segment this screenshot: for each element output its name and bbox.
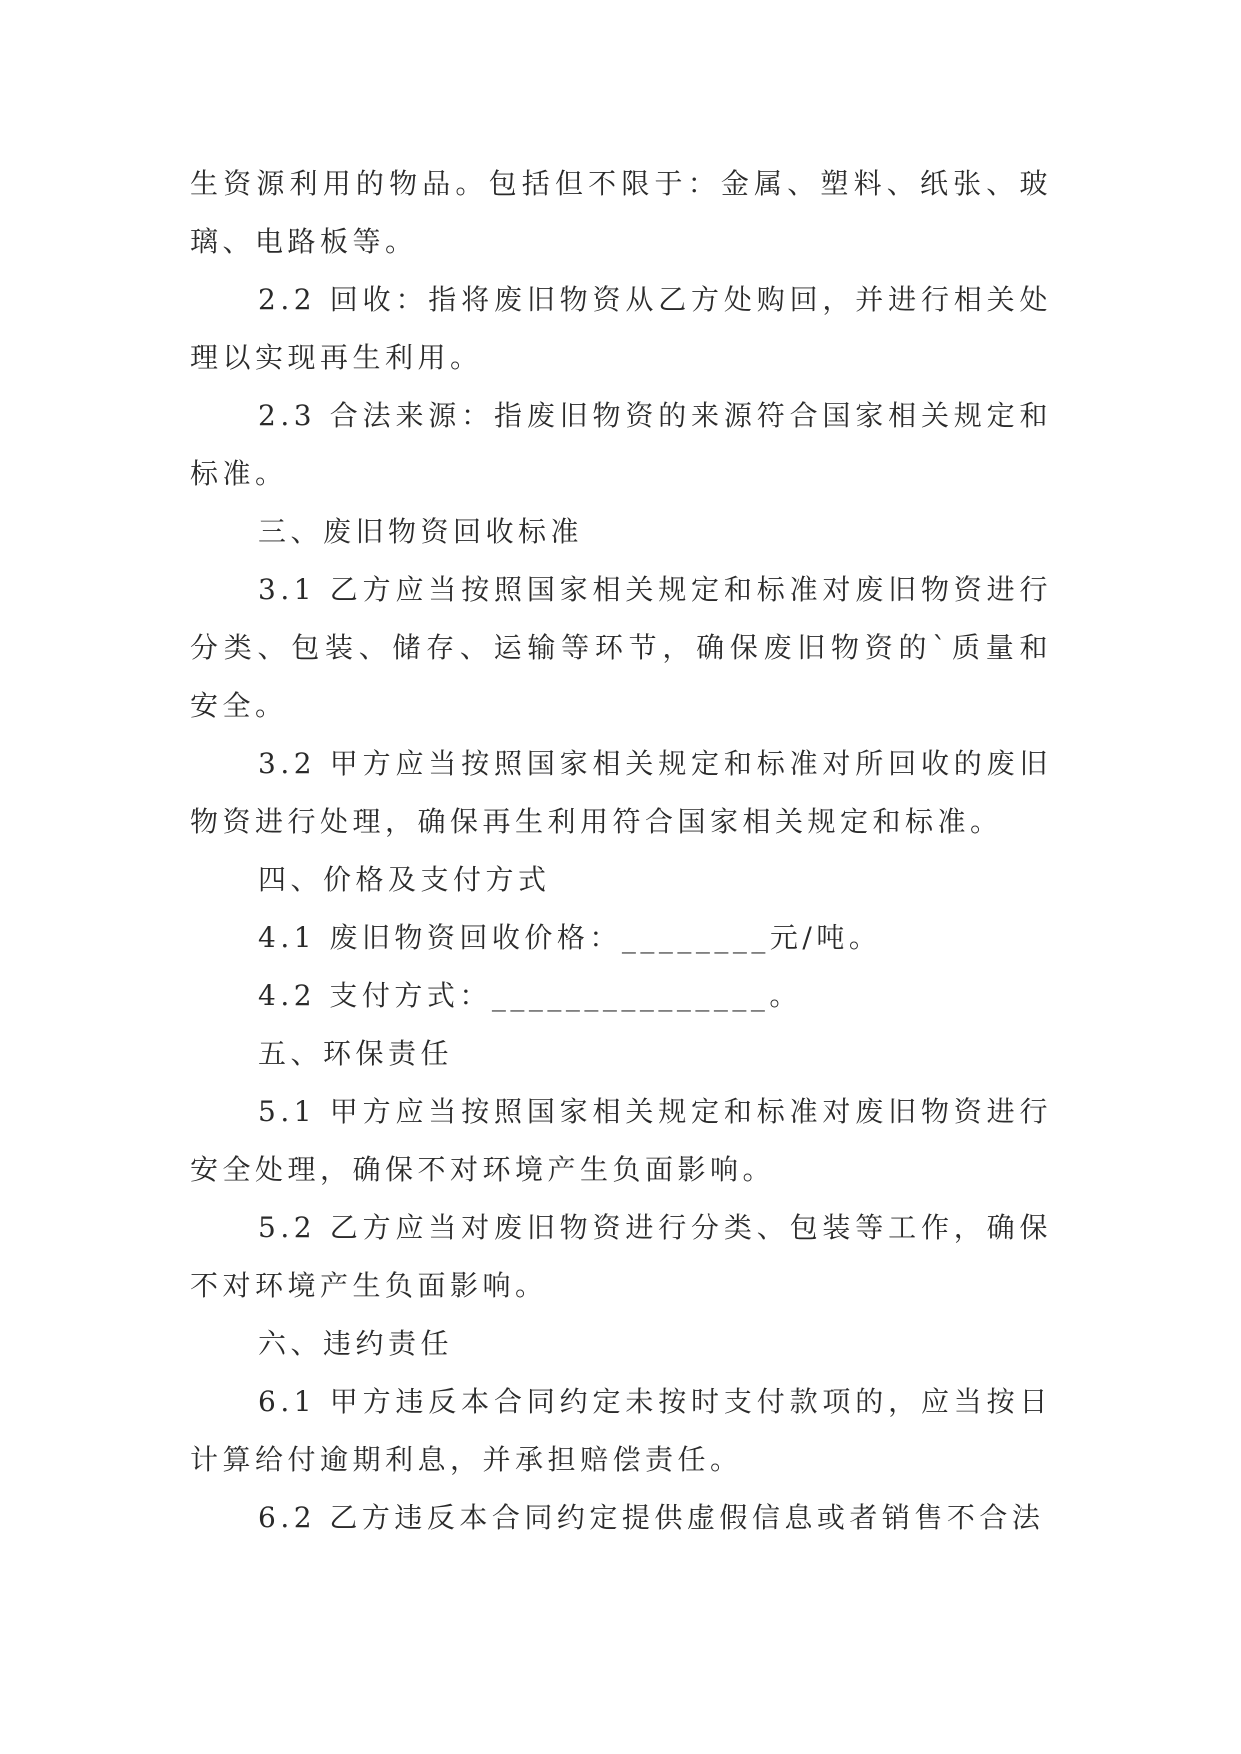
section-heading-5: 五、环保责任 [258, 1037, 454, 1070]
clause-6-1: 6.1 甲方违反本合同约定未按时支付款项的，应当按日计算给付逾期利息，并承担赔偿责任。 [190, 1385, 1052, 1476]
clause-6-2: 6.2 乙方违反本合同约定提供虚假信息或者销售不合法 [258, 1501, 1045, 1534]
clause-4-2: 4.2 支付方式：_______________。 [258, 979, 802, 1012]
clause-5-1: 5.1 甲方应当按照国家相关规定和标准对废旧物资进行安全处理，确保不对环境产生负面影响。 [190, 1095, 1052, 1186]
section-heading-4: 四、价格及支付方式 [258, 863, 551, 896]
clause-4-1: 4.1 废旧物资回收价格：________元/吨。 [258, 921, 882, 954]
paragraph-continuation: 生资源利用的物品。包括但不限于：金属、塑料、纸张、玻璃、电路板等。 [190, 167, 1052, 258]
clause-2-2: 2.2 回收：指将废旧物资从乙方处购回，并进行相关处理以实现再生利用。 [190, 283, 1052, 374]
clause-5-2: 5.2 乙方应当对废旧物资进行分类、包装等工作，确保不对环境产生负面影响。 [190, 1211, 1052, 1302]
section-heading-6: 六、违约责任 [258, 1327, 454, 1360]
clause-2-3: 2.3 合法来源：指废旧物资的来源符合国家相关规定和标准。 [190, 399, 1052, 490]
document-body [190, 155, 1052, 1547]
section-heading-3: 三、废旧物资回收标准 [258, 515, 584, 548]
clause-3-1: 3.1 乙方应当按照国家相关规定和标准对废旧物资进行分类、包装、储存、运输等环节，确保废旧物资的`质量和安全。 [190, 573, 1052, 722]
clause-3-2: 3.2 甲方应当按照国家相关规定和标准对所回收的废旧物资进行处理，确保再生利用符合国家相关规定和标准。 [190, 747, 1052, 838]
